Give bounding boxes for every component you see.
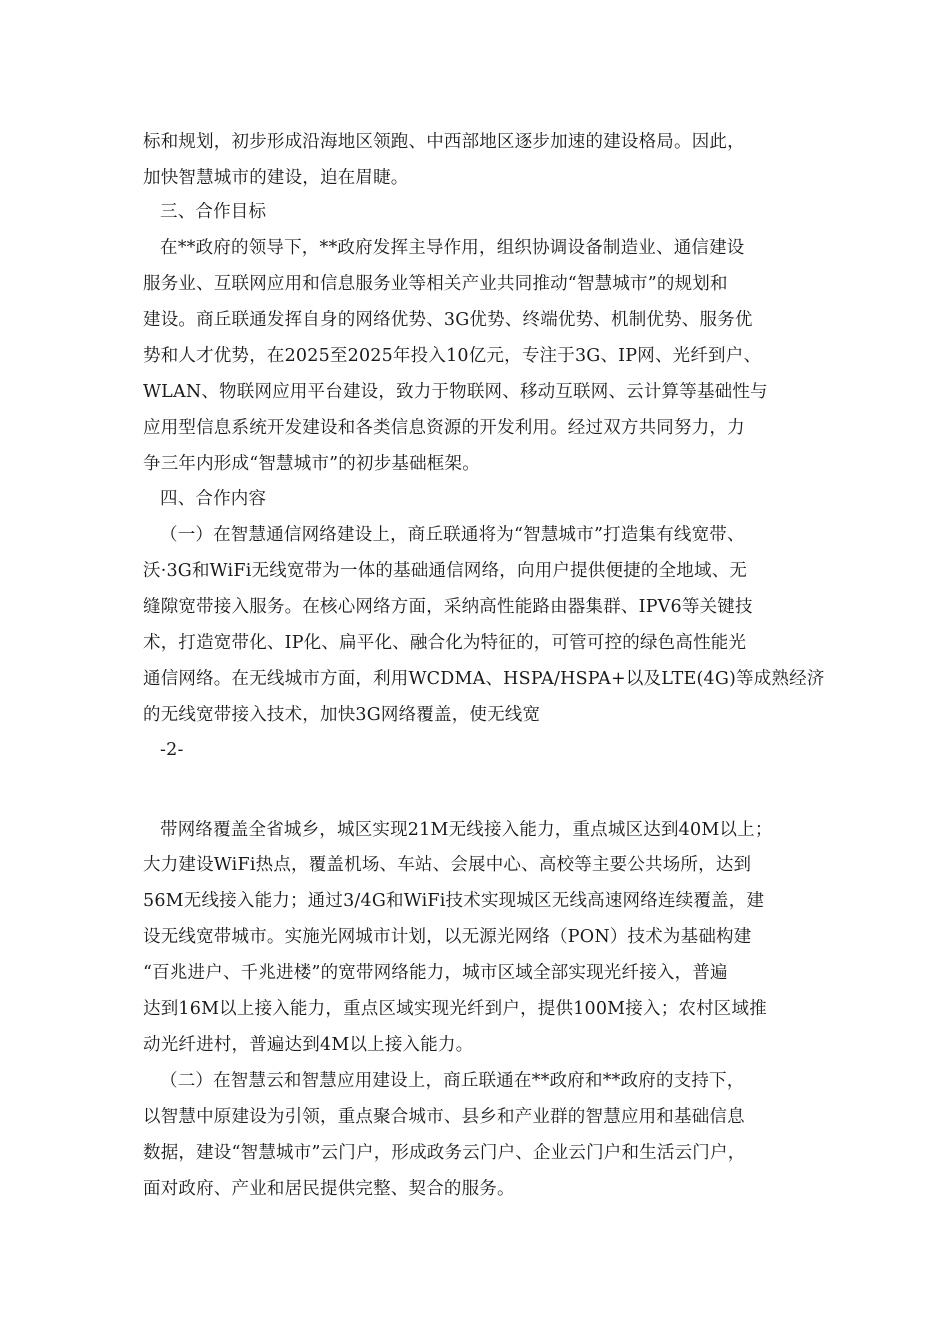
text-line: 通信网络。在无线城市方面，利用WCDMA、HSPA/HSPA+以及LTE(4G)等成熟经济 <box>143 669 825 689</box>
text-line: 面对政府、产业和居民提供完整、契合的服务。 <box>143 1179 515 1199</box>
text-line: 的无线宽带接入技术，加快3G网络覆盖，使无线宽 <box>143 705 541 725</box>
text-line: 服务业、互联网应用和信息服务业等相关产业共同推动“智慧城市”的规划和 <box>143 274 728 294</box>
page-number: -2- <box>160 740 184 760</box>
text-line: 加快智慧城市的建设，迫在眉睫。 <box>143 168 409 188</box>
text-line: 达到16M以上接入能力，重点区域实现光纤到户，提供100M接入；农村区域推 <box>143 999 767 1019</box>
text-line: 术，打造宽带化、IP化、扁平化、融合化为特征的，可管可控的绿色高性能光 <box>143 633 747 653</box>
text-line: WLAN、物联网应用平台建设，致力于物联网、移动互联网、云计算等基础性与 <box>143 382 768 402</box>
text-line: 设无线宽带城市。实施光网城市计划，以无源光网络（PON）技术为基础构建 <box>143 927 752 947</box>
text-line: 争三年内形成“智慧城市”的初步基础框架。 <box>143 454 480 474</box>
text-line: 应用型信息系统开发建设和各类信息资源的开发利用。经过双方共同努力，力 <box>143 418 745 438</box>
text-line: 沃·3G和WiFi无线宽带为一体的基础通信网络，向用户提供便捷的全地域、无 <box>143 561 748 581</box>
text-line: 以智慧中原建设为引领，重点聚合城市、县乡和产业群的智慧应用和基础信息 <box>143 1107 745 1127</box>
text-line: 56M无线接入能力；通过3/4G和WiFi技术实现城区无线高速网络连续覆盖，建 <box>143 891 765 911</box>
section-heading: 三、合作目标 <box>160 202 267 222</box>
text-line: 带网络覆盖全省城乡，城区实现21M无线接入能力，重点城区达到40M以上； <box>160 820 773 840</box>
text-line: 在**政府的领导下，**政府发挥主导作用，组织协调设备制造业、通信建设 <box>160 238 745 258</box>
text-line: 建设。商丘联通发挥自身的网络优势、3G优势、终端优势、机制优势、服务优 <box>143 310 753 330</box>
text-line: （一）在智慧通信网络建设上，商丘联通将为“智慧城市”打造集有线宽带、 <box>160 525 745 545</box>
text-line: 缝隙宽带接入服务。在核心网络方面，采纳高性能路由器集群、IPV6等关键技 <box>143 597 753 617</box>
text-line: 数据，建设“智慧城市”云门户，形成政务云门户、企业云门户和生活云门户， <box>143 1143 746 1163</box>
text-line: 动光纤进村，普遍达到4M以上接入能力。 <box>143 1035 474 1055</box>
text-line: 势和人才优势，在2025至2025年投入10亿元，专注于3G、IP网、光纤到户、 <box>143 346 762 366</box>
text-line: 大力建设WiFi热点，覆盖机场、车站、会展中心、高校等主要公共场所，达到 <box>143 855 752 875</box>
text-line: （二）在智慧云和智慧应用建设上，商丘联通在**政府和**政府的支持下， <box>160 1071 745 1091</box>
text-line: 标和规划，初步形成沿海地区领跑、中西部地区逐步加速的建设格局。因此， <box>143 132 745 152</box>
text-line: “百兆进户、千兆进楼”的宽带网络能力，城市区域全部实现光纤接入，普遍 <box>143 963 728 983</box>
section-heading: 四、合作内容 <box>160 489 267 509</box>
